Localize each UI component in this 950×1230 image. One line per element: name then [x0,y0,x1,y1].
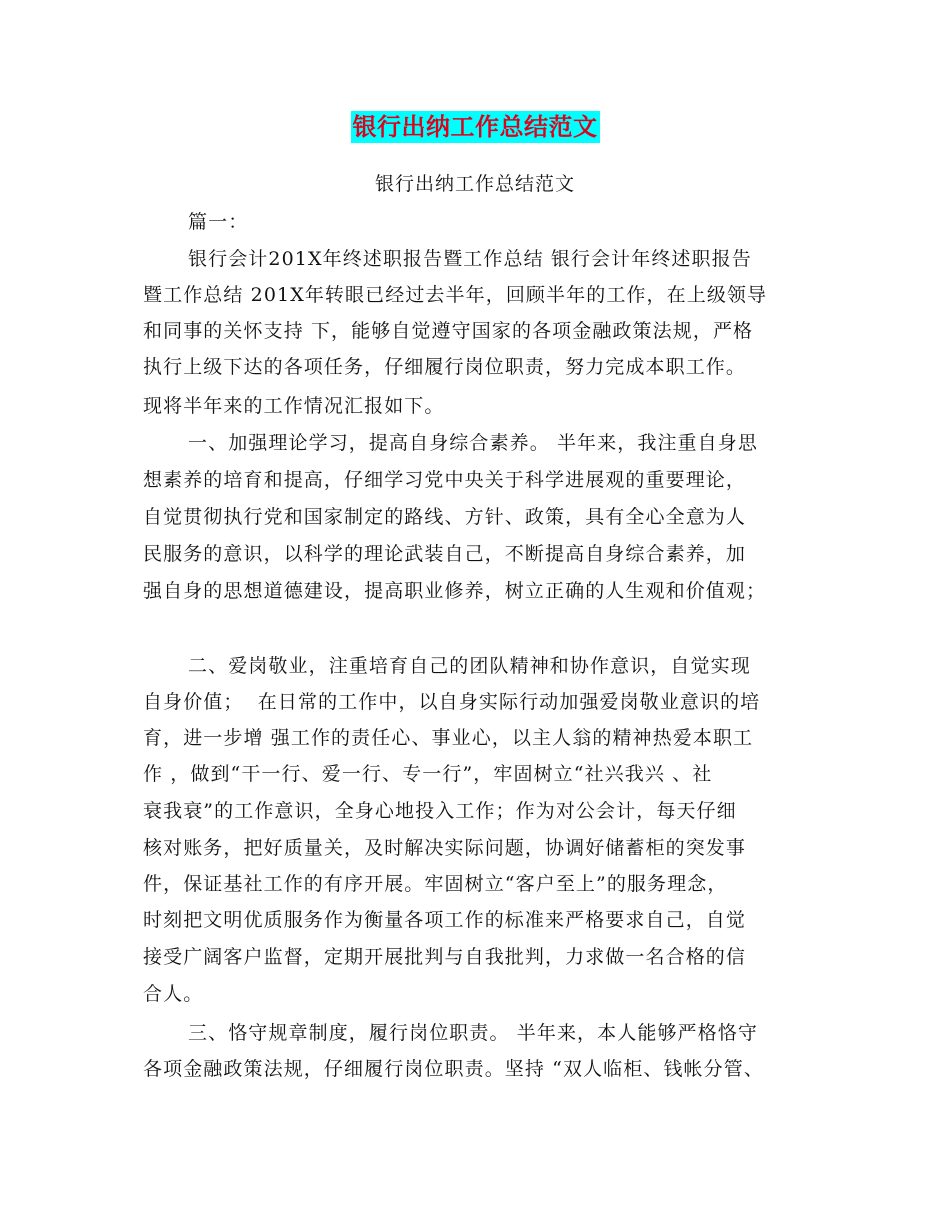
paragraph-line: 各项金融政策法规，仔细履行岗位职责。坚持 “双人临柜、钱帐分管、 [143,1058,764,1080]
paragraph-line: 自身价值； 在日常的工作中，以自身实际行动加强爱岗敬业意识的培 [143,691,761,713]
paragraph-line: 强自身的思想道德建设，提高职业修养，树立正确的人生观和价值观； [143,580,767,602]
section-label: 篇一： [188,211,249,233]
paragraph-line: 三、恪守规章制度，履行岗位职责。 半年来，本人能够严格恪守 [188,1022,758,1044]
paragraph-line: 作 ，做到“干一行、爱一行、专一行”，牢固树立“社兴我兴 、社 [143,763,713,785]
paragraph-line: 民服务的意识，以科学的理论武装自己，不断提高自身综合素养，加 [143,543,747,565]
paragraph-line: 核对账务，把好质量关，及时解决实际问题，协调好储蓄柜的突发事 [143,837,747,859]
paragraph-line: 和同事的关怀支持 下，能够自觉遵守国家的各项金融政策法规，严格 [143,320,754,342]
paragraph-line: 衰我衰”的工作意识，全身心地投入工作；作为对公会计，每天仔细 [143,800,737,822]
paragraph-line: 执行上级下达的各项任务，仔细履行岗位职责，努力完成本职工作。 [143,356,747,378]
paragraph-line: 银行会计201X年终述职报告暨工作总结 银行会计年终述职报告 [188,248,752,270]
paragraph-line: 暨工作总结 201X年转眼已经过去半年，回顾半年的工作，在上级领导 [143,284,768,306]
title-container [0,111,950,143]
paragraph-line: 接受广阔客户监督，定期开展批判与自我批判，力求做一名合格的信 [143,946,747,968]
paragraph-line: 合人。 [143,983,204,1005]
paragraph-line: 育，进一步增 强工作的责任心、事业心，以主人翁的精神热爱本职工 [143,727,754,749]
paragraph-line: 二、爱岗敬业，注重培育自己的团队精神和协作意识，自觉实现 [188,655,751,677]
paragraph-line: 一、加强理论学习，提高自身综合素养。 半年来，我注重自身思 [188,432,758,454]
paragraph-line: 件，保证基社工作的有序开展。牢固树立“客户至上”的服务理念， [143,873,728,895]
paragraph-line: 时刻把文明优质服务作为衡量各项工作的标准来严格要求自己，自觉 [143,909,747,931]
paragraph-line: 现将半年来的工作情况汇报如下。 [143,395,445,417]
document-title: 银行出纳工作总结范文 [352,113,598,141]
paragraph-line: 自觉贯彻执行党和国家制定的路线、方针、政策，具有全心全意为人 [143,506,747,528]
paragraph-line: 想素养的培育和提高，仔细学习党中央关于科学进展观的重要理论， [143,469,747,491]
document-subtitle: 银行出纳工作总结范文 [374,173,575,195]
